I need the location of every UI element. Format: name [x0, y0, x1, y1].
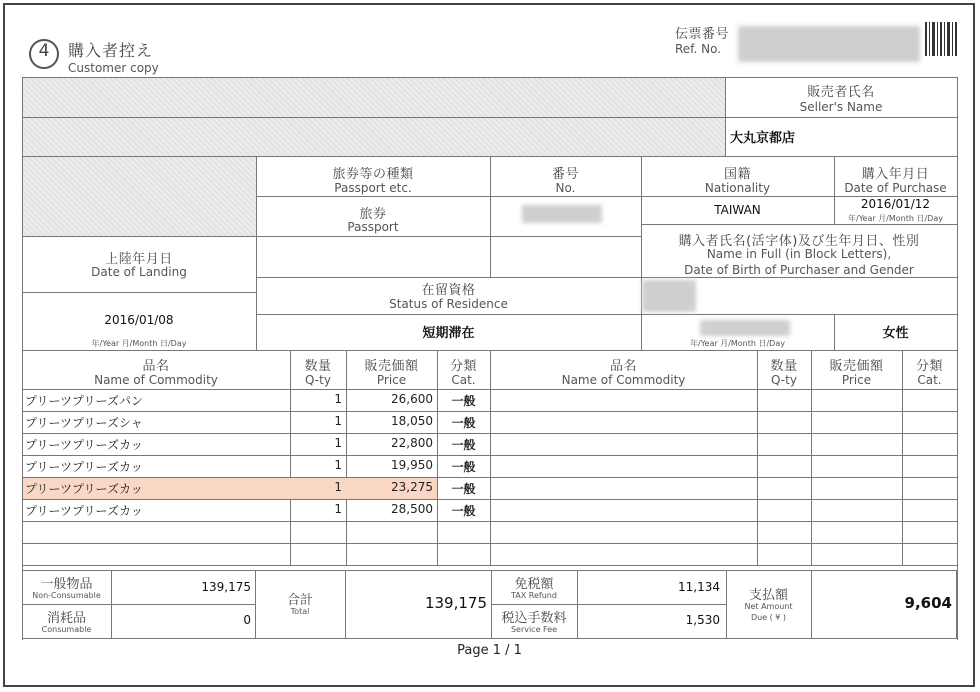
- item-qty: 1: [334, 392, 342, 406]
- purchaser-gender: 女性: [882, 326, 909, 341]
- item-price: 28,500: [391, 502, 433, 516]
- ref-number-redacted: [738, 26, 920, 62]
- item-name: プリーツプリーズカッ: [25, 504, 143, 518]
- purchaser-label-en-1: Name in Full (in Block Letters),: [706, 247, 892, 261]
- item-category: 一般: [451, 504, 476, 518]
- col-qty-en-right: Q-ty: [771, 373, 797, 387]
- item-price: 26,600: [391, 392, 433, 406]
- item-price: 22,800: [391, 436, 433, 450]
- col-price-jp-right: 販売価額: [829, 359, 884, 374]
- service-fee-label-en: Service Fee: [510, 625, 558, 634]
- col-price-en: Price: [376, 373, 407, 387]
- consumable-label-en: Consumable: [41, 625, 92, 634]
- col-name-jp-right: 品名: [609, 359, 637, 374]
- col-cat-en-right: Cat.: [917, 373, 942, 387]
- item-qty: 1: [334, 480, 342, 494]
- item-name: プリーツプリーズシャ: [25, 416, 143, 430]
- item-name: プリーツプリーズカッ: [25, 438, 143, 452]
- net-amount-label-en-2: Due ( ¥ ): [750, 613, 787, 622]
- purchase-date-label-jp: 購入年月日: [861, 167, 930, 182]
- item-name: プリーツプリーズパン: [25, 394, 143, 408]
- seller-label-en: Seller's Name: [799, 100, 883, 114]
- col-name-en: Name of Commodity: [94, 373, 218, 387]
- consumable-value: 0: [243, 613, 251, 627]
- col-name-en-right: Name of Commodity: [561, 373, 686, 387]
- passport-number-redacted: [522, 205, 602, 223]
- barcode-icon: [925, 22, 957, 56]
- landing-date-value: 2016/01/08: [104, 313, 174, 327]
- net-amount-label-en-1: Net Amount: [744, 602, 793, 611]
- residence-value: 短期滞在: [422, 326, 475, 341]
- col-price-en-right: Price: [841, 373, 872, 387]
- item-qty: 1: [334, 458, 342, 472]
- tax-refund-value: 11,134: [678, 580, 720, 594]
- col-price-jp: 販売価額: [364, 359, 419, 374]
- col-cat-en: Cat.: [451, 373, 476, 387]
- passport-type-label-jp: 旅券等の種類: [332, 167, 414, 182]
- col-qty-jp: 数量: [304, 359, 332, 374]
- seller-label-jp: 販売者氏名: [807, 85, 875, 100]
- purchase-date-format: 年/Year 月/Month 日/Day: [848, 214, 943, 223]
- purchase-date-label-en: Date of Purchase: [844, 181, 947, 195]
- net-amount-label-jp: 支払額: [748, 588, 788, 603]
- col-qty-jp-right: 数量: [770, 359, 798, 374]
- page-indicator: Page 1 / 1: [457, 643, 522, 658]
- passport-number-label-en: No.: [555, 181, 576, 195]
- item-category: 一般: [451, 460, 476, 474]
- item-qty: 1: [334, 414, 342, 428]
- item-category: 一般: [451, 416, 476, 430]
- residence-label-jp: 在留資格: [421, 283, 476, 298]
- seller-name: 大丸京都店: [730, 131, 796, 146]
- purchaser-dob-format: 年/Year 月/Month 日/Day: [690, 339, 785, 348]
- total-label-jp: 合計: [286, 593, 313, 608]
- document-title: 購入者控え: [68, 41, 154, 60]
- nationality-label-jp: 国籍: [723, 167, 751, 182]
- shaded-area-left: [22, 157, 256, 237]
- item-price: 23,275: [391, 480, 433, 494]
- item-name: プリーツプリーズカッ: [25, 482, 143, 496]
- passport-type-value-jp: 旅券: [359, 207, 387, 222]
- purchaser-dob-redacted: [700, 320, 790, 336]
- purchaser-name-redacted: [642, 280, 696, 312]
- residence-label-en: Status of Residence: [389, 297, 508, 311]
- col-name-jp: 品名: [142, 359, 170, 374]
- item-price: 19,950: [391, 458, 433, 472]
- net-amount-value: 9,604: [904, 594, 952, 612]
- purchase-date-value: 2016/01/12: [860, 197, 931, 211]
- item-category: 一般: [451, 482, 476, 496]
- ref-label-en: Ref. No.: [675, 42, 722, 56]
- nationality-label-en: Nationality: [704, 181, 771, 195]
- copy-number: 4: [38, 41, 50, 61]
- document-subtitle: Customer copy: [68, 61, 159, 75]
- tax-refund-label-en: TAX Refund: [511, 591, 557, 600]
- col-cat-jp: 分類: [449, 359, 477, 374]
- col-cat-jp-right: 分類: [915, 359, 943, 374]
- nonconsumable-label-en: Non-Consumable: [32, 591, 101, 600]
- service-fee-value: 1,530: [685, 613, 720, 627]
- consumable-label-jp: 消耗品: [46, 611, 86, 626]
- total-value: 139,175: [424, 594, 487, 612]
- purchaser-label-en-2: Date of Birth of Purchaser and Gender: [684, 263, 914, 277]
- passport-type-value-en: Passport: [347, 220, 399, 234]
- item-name: プリーツプリーズカッ: [25, 460, 143, 474]
- col-qty-en: Q-ty: [305, 373, 331, 387]
- ref-label-jp: 伝票番号: [675, 27, 730, 42]
- landing-label-jp: 上陸年月日: [105, 252, 173, 267]
- landing-date-format: 年/Year 月/Month 日/Day: [91, 339, 187, 348]
- total-label-en: Total: [290, 607, 310, 616]
- landing-label-en: Date of Landing: [91, 265, 187, 279]
- purchaser-label-jp: 購入者氏名(活字体)及び生年月日、性別: [678, 234, 920, 249]
- item-qty: 1: [334, 436, 342, 450]
- passport-type-label-en: Passport etc.: [334, 181, 412, 195]
- item-price: 18,050: [391, 414, 433, 428]
- nonconsumable-value: 139,175: [201, 580, 251, 594]
- item-category: 一般: [451, 438, 476, 452]
- service-fee-label-jp: 税込手数料: [501, 611, 567, 626]
- nonconsumable-label-jp: 一般物品: [40, 577, 93, 592]
- item-category: 一般: [451, 394, 476, 408]
- nationality-value: TAIWAN: [714, 203, 761, 217]
- tax-refund-label-jp: 免税額: [514, 577, 554, 592]
- item-qty: 1: [334, 502, 342, 516]
- passport-number-label-jp: 番号: [551, 167, 579, 182]
